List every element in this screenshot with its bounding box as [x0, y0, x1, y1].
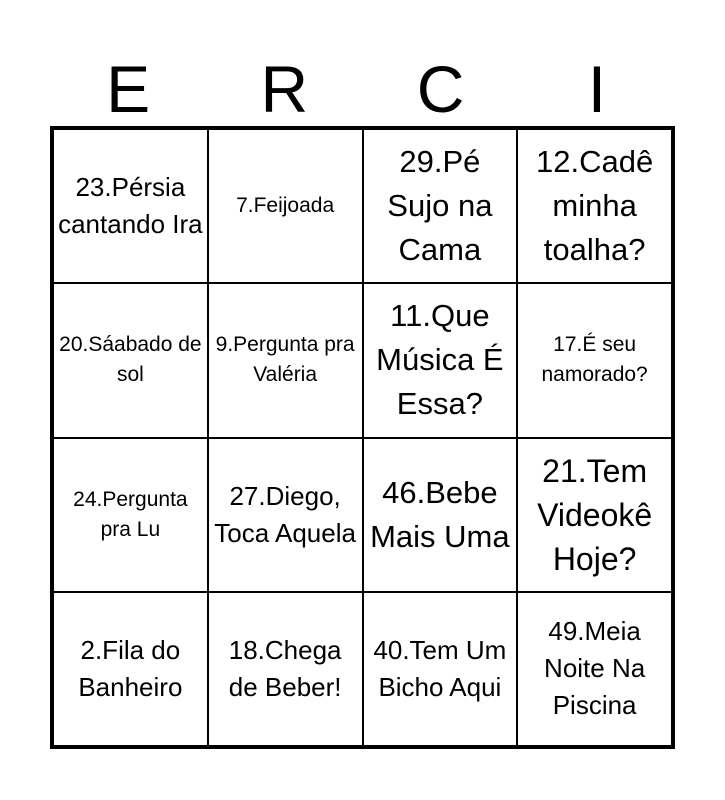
header-letter: R — [260, 52, 309, 126]
bingo-header — [50, 50, 675, 128]
bingo-cell[interactable]: 49.Meia Noite Na Piscina — [517, 592, 672, 746]
bingo-cell[interactable]: 9.Pergunta pra Valéria — [208, 283, 363, 437]
bingo-cell[interactable]: 2.Fila do Banheiro — [53, 592, 208, 746]
bingo-board — [50, 126, 675, 749]
header-letter: C — [416, 52, 465, 126]
header-letter: E — [106, 52, 151, 126]
bingo-cell[interactable]: 11.Que Música É Essa? — [363, 283, 518, 437]
bingo-cell[interactable]: 46.Bebe Mais Uma — [363, 438, 518, 592]
bingo-cell[interactable]: 7.Feijoada — [208, 129, 363, 283]
header-letter: I — [587, 52, 607, 126]
bingo-cell[interactable]: 21.Tem Videokê Hoje? — [517, 438, 672, 592]
bingo-cell[interactable]: 20.Sáabado de sol — [53, 283, 208, 437]
bingo-cell[interactable]: 27.Diego, Toca Aquela — [208, 438, 363, 592]
bingo-cell[interactable]: 40.Tem Um Bicho Aqui — [363, 592, 518, 746]
bingo-cell[interactable]: 12.Cadê minha toalha? — [517, 129, 672, 283]
bingo-cell[interactable]: 23.Pérsia cantando Ira — [53, 129, 208, 283]
bingo-cell[interactable]: 18.Chega de Beber! — [208, 592, 363, 746]
bingo-cell[interactable]: 29.Pé Sujo na Cama — [363, 129, 518, 283]
bingo-cell[interactable]: 17.É seu namorado? — [517, 283, 672, 437]
bingo-cell[interactable]: 24.Pergunta pra Lu — [53, 438, 208, 592]
